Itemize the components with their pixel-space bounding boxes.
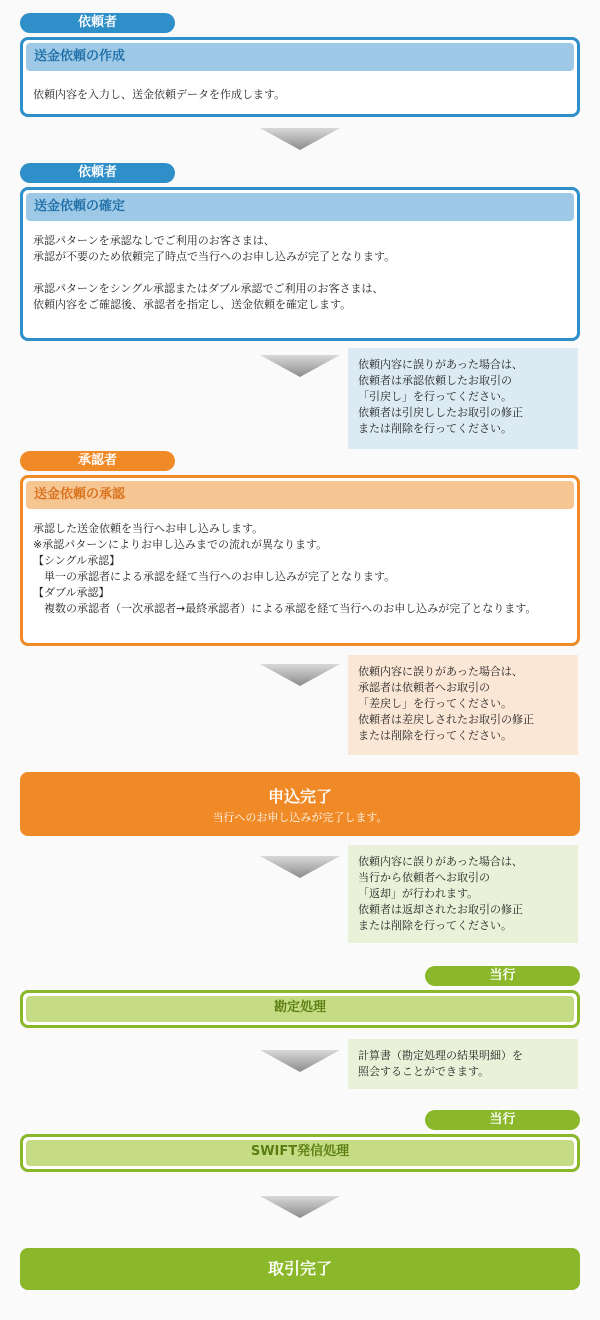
note-sendback: 依頼内容に誤りがあった場合は、 承認者は依頼者へお取引の 「差戻し」を行ってください。 依頼者は差戻しされたお取引の修正 または削除を行ってください。 bbox=[348, 655, 578, 755]
role-label-requester: 依頼者 bbox=[20, 13, 175, 33]
step-title: 送金依頼の承認 bbox=[26, 481, 574, 509]
arrow-down-icon bbox=[260, 856, 340, 878]
step-confirm-request bbox=[20, 187, 580, 341]
step-title: 申込完了 bbox=[267, 787, 332, 806]
arrow-down-icon bbox=[260, 1050, 340, 1072]
step-title: 送金依頼の確定 bbox=[26, 193, 574, 221]
step-transaction-complete bbox=[20, 1248, 580, 1290]
step-description: 承認パターンを承認なしでご利用のお客さまは、 承認が不要のため依頼完了時点で当行へのお申し込みが完了となります。 承認パターンをシングル承認またはダブル承認でご利用のお客さまは、 依頼内容をご確認後、承認者を指定し、送金依頼を確定します。 bbox=[33, 234, 396, 311]
step-subtitle: 当行へのお申し込みが完了します。 bbox=[212, 811, 388, 824]
step-title: SWIFT発信処理 bbox=[26, 1140, 574, 1166]
step-description: 承認した送金依頼を当行へお申し込みします。 ※承認パターンによりお申し込みまでの流れが異なります。 【シングル承認】 単一の承認者による承認を経て当行へのお申し込みが完了となります。 【ダブル承認】 複数の承認者（一次承認者→最終承認者）による承認を経て当行へのお申し込みが完了となります。 bbox=[33, 522, 537, 615]
step-create-request bbox=[20, 37, 580, 117]
step-approve-request bbox=[20, 475, 580, 646]
step-description: 依頼内容を入力し、送金依頼データを作成します。 bbox=[33, 88, 286, 101]
role-label-requester: 依頼者 bbox=[20, 163, 175, 183]
step-title: 送金依頼の作成 bbox=[26, 43, 574, 71]
role-label-bank: 当行 bbox=[425, 1110, 580, 1130]
arrow-down-icon bbox=[260, 355, 340, 377]
step-accounting bbox=[20, 990, 580, 1028]
note-statement: 計算書（勘定処理の結果明細）を 照会することができます。 bbox=[348, 1039, 578, 1089]
note-return: 依頼内容に誤りがあった場合は、 当行から依頼者へお取引の 「返却」が行われます。 依頼者は返却されたお取引の修正 または削除を行ってください。 bbox=[348, 845, 578, 943]
step-title: 勘定処理 bbox=[26, 996, 574, 1022]
step-swift-send bbox=[20, 1134, 580, 1172]
role-label-bank: 当行 bbox=[425, 966, 580, 986]
step-application-complete bbox=[20, 772, 580, 836]
arrow-down-icon bbox=[260, 128, 340, 150]
note-pullback: 依頼内容に誤りがあった場合は、 依頼者は承認依頼したお取引の 「引戻し」を行ってください。 依頼者は引戻ししたお取引の修正 または削除を行ってください。 bbox=[348, 348, 578, 449]
arrow-down-icon bbox=[260, 1196, 340, 1218]
step-title: 取引完了 bbox=[267, 1259, 332, 1278]
arrow-down-icon bbox=[260, 664, 340, 686]
role-label-approver: 承認者 bbox=[20, 451, 175, 471]
